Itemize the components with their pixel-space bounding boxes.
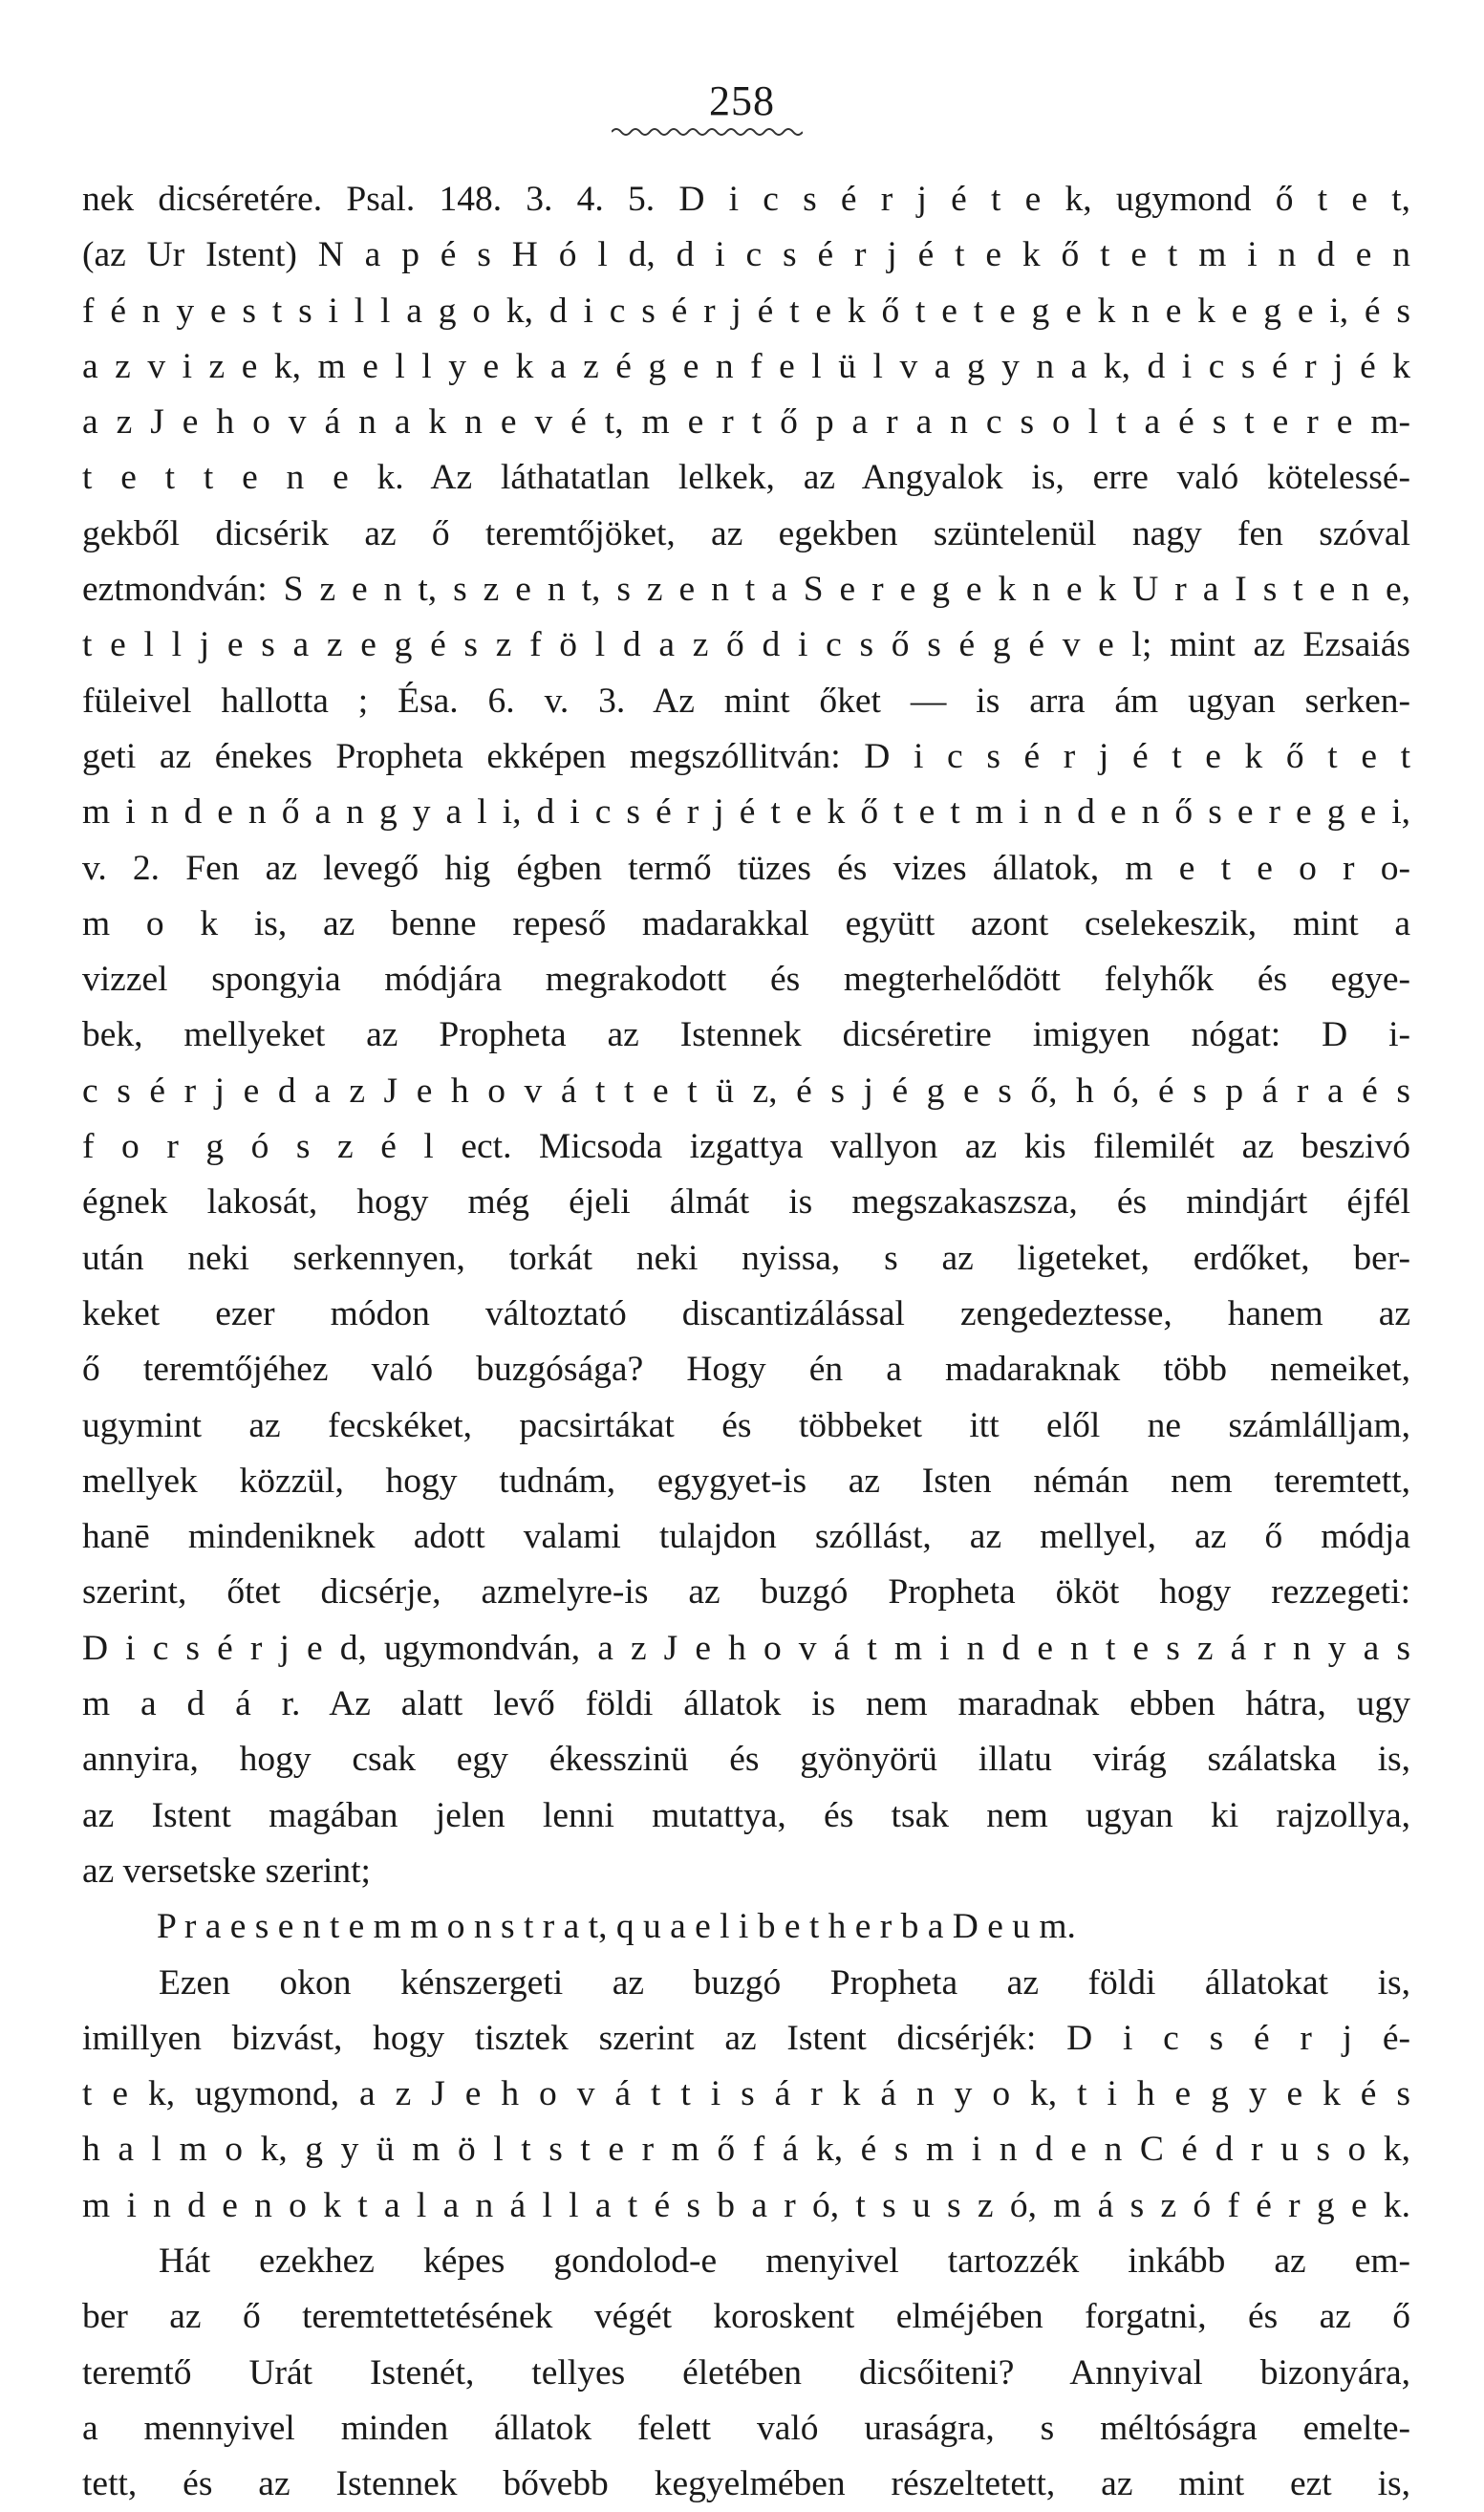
text-line: m i n d e n ő a n g y a l i, d i c s é r j é t e k ő t e t m i n d e n ő s e r e g e i,: [82, 792, 1410, 833]
text-line: (az Ur Istent) N a p é s H ó l d, d i c s é r j é t e k ő t e t m i n d e n: [82, 235, 1410, 275]
text-line: mellyek közzül, hogy tudnám, egygyet-is az Isten némán nem teremtett,: [82, 1461, 1410, 1501]
text-line: m a d á r. Az alatt levő földi állatok is nem maradnak ebben hátra, ugy: [82, 1684, 1410, 1724]
text-line: égnek lakosát, hogy még éjeli álmát is megszakaszsza, és mindjárt éjfél: [82, 1182, 1410, 1223]
text-line: Hát ezekhez képes gondolod-e menyivel tartozzék inkább az em-: [159, 2241, 1410, 2281]
text-line: ber az ő teremtettetésének végét koroskent elméjében forgatni, és az ő: [82, 2297, 1410, 2337]
text-line: P r a e s e n t e m m o n s t r a t, q u a e l i b e t h e r b a D e u m.: [157, 1907, 1076, 1947]
text-line: ugymint az fecskéket, pacsirtákat és többeket itt elől ne számlálljam,: [82, 1405, 1410, 1445]
text-line: a mennyivel minden állatok felett való uraságra, s méltóságra emelte-: [82, 2408, 1410, 2448]
text-line: gekből dicsérik az ő teremtőjöket, az egekben szüntelenül nagy fen szóval: [82, 513, 1410, 553]
text-line: imillyen bizvást, hogy tisztek szerint az Istent dicsérjék: D i c s é r j é-: [82, 2018, 1410, 2058]
text-line: nek dicséretére. Psal. 148. 3. 4. 5. D i c s é r j é t e k, ugymond ő t e t,: [82, 180, 1410, 219]
body-text: [82, 172, 1410, 2512]
text-line: a z v i z e k, m e l l y e k a z é g e n f e l ü l v a g y n a k, d i c s é r j é k: [82, 346, 1410, 386]
text-line: D i c s é r j e d, ugymondván, a z J e h o v á t m i n d e n t e s z á r n y a s: [82, 1628, 1410, 1668]
text-line: t e k, ugymond, a z J e h o v á t t i s á r k á n y o k, t i h e g y e k é s: [82, 2074, 1410, 2114]
text-line: m o k is, az benne repeső madarakkal együtt azont cselekeszik, mint a: [82, 903, 1410, 943]
text-line: c s é r j e d a z J e h o v á t t e t ü z, é s j é g e s ő, h ó, é s p á r a é s: [82, 1071, 1410, 1111]
text-line: m i n d e n o k t a l a n á l l a t é s b a r ó, t s u s z ó, m á s z ó f é r g e k.: [82, 2185, 1410, 2225]
text-line: t e l l j e s a z e g é s z f ö l d a z ő d i c s ő s é g é v e l; mint az Ezsaiás: [82, 625, 1410, 665]
text-line: tett, és az Istennek bővebb kegyelmében részeltetett, az mint ezt is,: [82, 2464, 1410, 2504]
text-line: az Istent magában jelen lenni mutattya, és tsak nem ugyan ki rajzollya,: [82, 1795, 1410, 1835]
text-line: hanē mindeniknek adott valami tulajdon szóllást, az mellyel, az ő módja: [82, 1517, 1410, 1557]
text-line: füleivel hallotta ; Ésa. 6. v. 3. Az mint őket — is arra ám ugyan serken-: [82, 681, 1410, 721]
text-line: vizzel spongyia módjára megrakodott és megterhelődött felyhők és egye-: [82, 960, 1410, 1000]
text-line: szerint, őtet dicsérje, azmelyre-is az buzgó Propheta ököt hogy rezzegeti:: [82, 1572, 1410, 1613]
text-line: ő teremtőjéhez való buzgósága? Hogy én a madaraknak több nemeiket,: [82, 1350, 1410, 1390]
text-line: a z J e h o v á n a k n e v é t, m e r t ő p a r a n c s o l t a é s t e r e m-: [82, 402, 1410, 443]
text-line: Ezen okon kénszergeti az buzgó Propheta az földi állatokat is,: [159, 1962, 1410, 2003]
wavy-underline-ornament: [612, 124, 803, 140]
text-line: t e t t e n e k. Az láthatatlan lelkek, az Angyalok is, erre való kötelessé-: [82, 458, 1410, 498]
text-line: az versetske szerint;: [82, 1851, 371, 1891]
text-line: f é n y e s t s i l l a g o k, d i c s é r j é t e k ő t e t e g e k n e k e g e i, é s: [82, 291, 1410, 331]
text-line: után neki serkennyen, torkát neki nyissa, s az ligeteket, erdőket, ber-: [82, 1238, 1410, 1278]
text-line: bek, mellyeket az Propheta az Istennek dicséretire imigyen nógat: D i-: [82, 1015, 1410, 1055]
text-line: teremtő Urát Istenét, tellyes életében dicsőiteni? Annyival bizonyára,: [82, 2352, 1410, 2393]
text-line: h a l m o k, g y ü m ö l t s t e r m ő f á k, é s m i n d e n C é d r u s o k,: [82, 2130, 1410, 2170]
text-line: eztmondván: S z e n t, s z e n t, s z e n t a S e r e g e k n e k U r a I s t e n e,: [82, 570, 1410, 610]
text-line: keket ezer módon változtató discantizálással zengedeztesse, hanem az: [82, 1293, 1410, 1333]
text-line: annyira, hogy csak egy ékesszinü és gyönyörü illatu virág szálatska is,: [82, 1740, 1410, 1780]
text-line: f o r g ó s z é l ect. Micsoda izgattya vallyon az kis filemilét az beszivó: [82, 1127, 1410, 1167]
page-number: 258: [709, 77, 775, 124]
text-line: v. 2. Fen az levegő hig égben termő tüzes és vizes állatok, m e t e o r o-: [82, 848, 1410, 888]
text-line: geti az énekes Propheta ekképen megszóllitván: D i c s é r j é t e k ő t e t: [82, 736, 1410, 776]
